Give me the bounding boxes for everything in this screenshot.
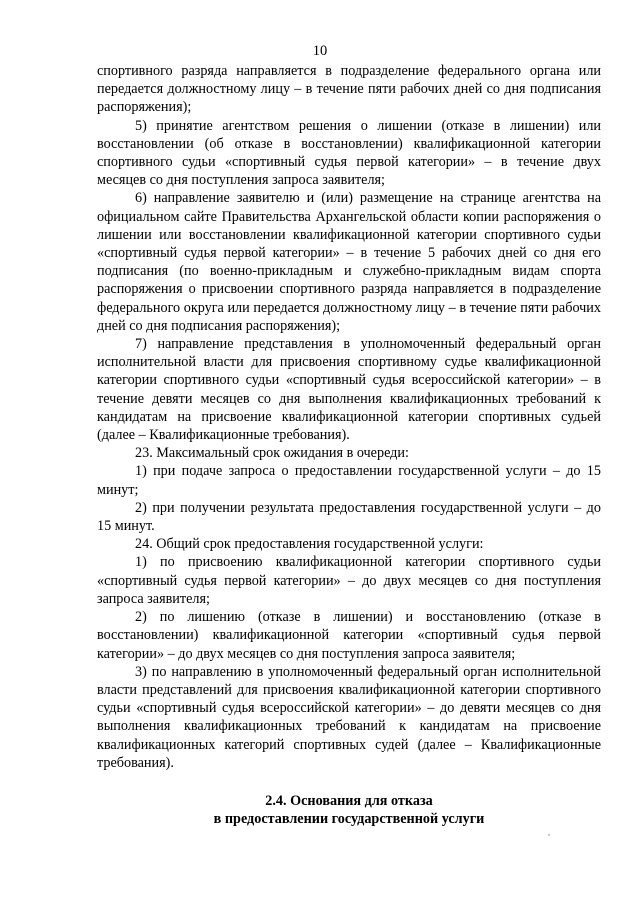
paragraph-clause-24-item-3: 3) по направлению в уполномоченный федеральный орган исполнительной власти представлений для присвоения квалификационной категории спортивного судьи «спортивный судья всероссийской категории» – до девяти месяцев со дня выполнения квалификационных требований к кандидатам на присвоение квалификационных категорий спортивных судей (далее – Квалификационные требования). [97, 663, 601, 771]
paragraph-clause-24-item-1: 1) по присвоению квалификационной категории спортивного судьи «спортивный судья первой категории» – до двух месяцев со дня поступления запроса заявителя; [97, 554, 601, 607]
paragraph-clause-24: 24. Общий срок предоставления государственной услуги: [135, 536, 484, 553]
paragraph-continuation: спортивного разряда направляется в подразделение федерального органа или передается должностному лицу – в течение пяти рабочих дней со дня подписания распоряжения); [97, 63, 601, 116]
section-heading [97, 792, 601, 828]
section-heading-line-2: в предоставлении государственной услуги [213, 811, 485, 828]
paragraph-clause-23: 23. Максимальный срок ожидания в очереди: [135, 445, 409, 462]
scan-speck [548, 834, 550, 836]
section-heading-line-1: 2.4. Основания для отказа [265, 792, 433, 809]
paragraph-item-6: 6) направление заявителю и (или) размещение на странице агентства на официальном сайте Правительства Архангельской области копии распоряжения о лишении или восстановлении квалификационной категории спортивного судьи «спортивный судья первой категории» – в течение 5 рабочих дней со дня его подписания (по военно-прикладным и служебно-прикладным видам спорта распоряжения о присвоении спортивного разряда направляется в подразделение федерального округа или передается должностному лицу – в течение пяти рабочих дней со дня подписания распоряжения); [97, 190, 601, 334]
paragraph-clause-23-item-2: 2) при получении результата предоставления государственной услуги – до 15 минут. [97, 499, 601, 535]
paragraph-clause-23-item-1: 1) при подаче запроса о предоставлении государственной услуги – до 15 минут; [97, 463, 601, 498]
page-number: 10 [312, 43, 328, 59]
paragraph-clause-24-item-2: 2) по лишению (отказе в лишении) и восстановлению (отказе в восстановлении) квалификационной категории «спортивный судья первой категории» – до двух месяцев со дня поступления запроса заявителя; [97, 609, 601, 662]
paragraph-item-7: 7) направление представления в уполномоченный федеральный орган исполнительной власти для присвоения спортивному судье квалификационной категории спортивного судьи «спортивный судья всероссийской категории» – в течение девяти месяцев со дня выполнения квалификационных требований к кандидатам на присвоение квалификационной категории спортивных судьей (далее – Квалификационные требования). [97, 336, 601, 444]
paragraph-item-5: 5) принятие агентством решения о лишении (отказе в лишении) или восстановлении (об отказе в восстановлении) квалификационной категории спортивного судьи «спортивный судья первой категории» – в течение двух месяцев со дня поступления запроса заявителя; [97, 117, 601, 189]
document-body [97, 62, 601, 828]
